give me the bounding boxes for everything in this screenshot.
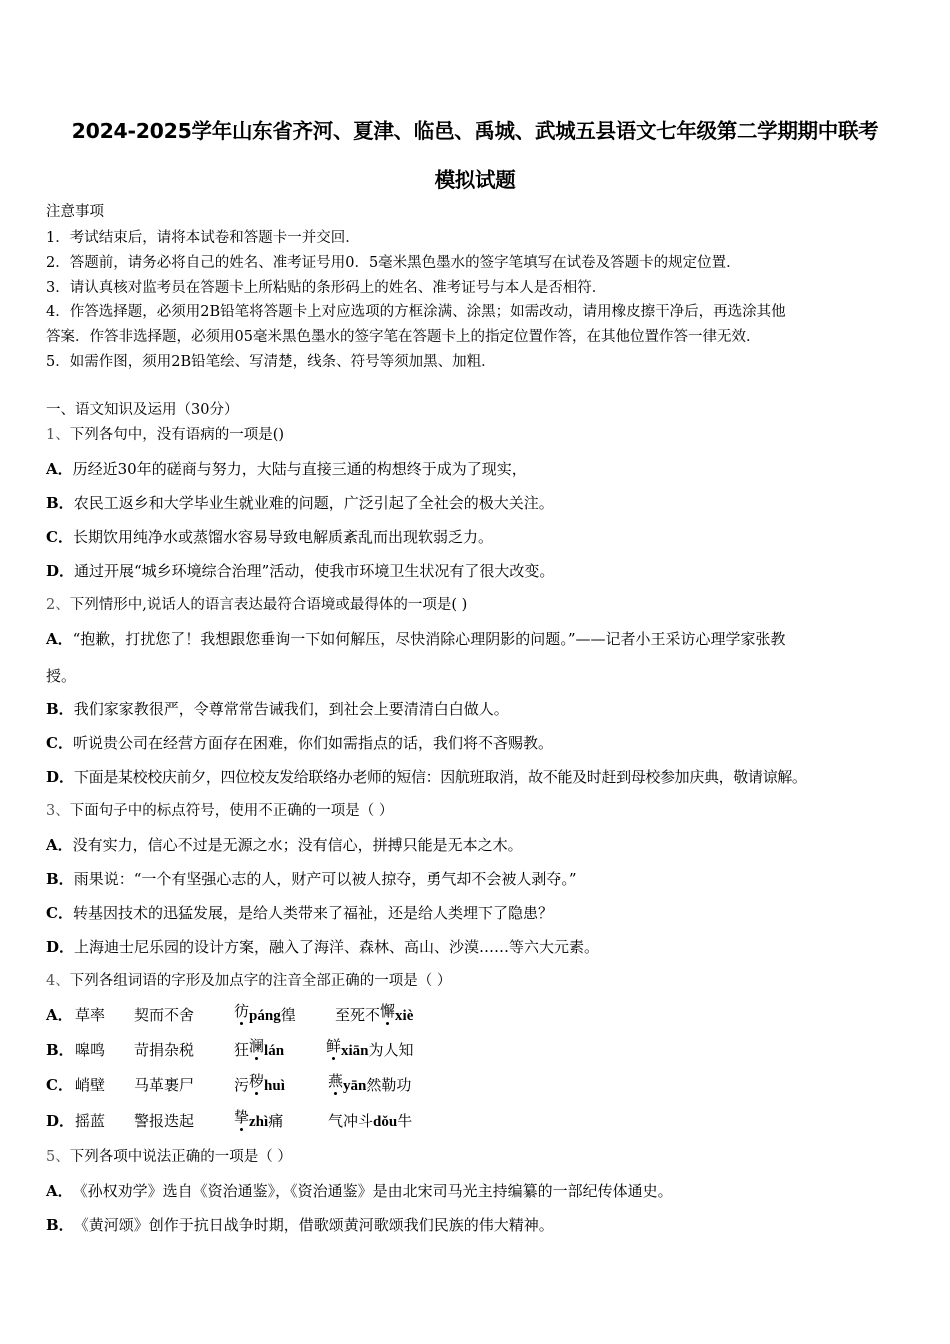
notice-heading: 注意事项 <box>46 204 104 220</box>
notice-item: 2．答题前，请务必将自己的姓名、准考证号用0．5毫米黑色墨水的签字笔填写在试卷及答题卡的规定位置． <box>46 255 741 271</box>
option-text: 下面是某校校庆前夕，四位校友发给联络办老师的短信：因航班取消，故不能及时赶到母校参加庆典，敬请谅解。 <box>74 768 807 786</box>
option-c <box>46 1072 466 1098</box>
pinyin: yān <box>343 1078 367 1094</box>
word-3 <box>234 1002 296 1025</box>
option-a <box>46 1002 466 1028</box>
option-b <box>46 1216 554 1234</box>
option-d <box>46 938 599 956</box>
pinyin: xiān <box>341 1043 369 1059</box>
notice-item: 3．请认真核对监考员在答题卡上所粘贴的条形码上的姓名、准考证号与本人是否相符． <box>46 280 607 296</box>
word-1: 摇蓝 <box>75 1112 106 1130</box>
option-label: B． <box>46 1216 74 1234</box>
option-label: A． <box>46 1182 73 1200</box>
question-text: 下列情形中,说话人的语言表达最符合语境或最得体的一项是( ) <box>69 597 468 613</box>
option-b <box>46 494 554 512</box>
option-text: 上海迪士尼乐园的设计方案，融入了海洋、森林、高山、沙漠……等六大元素。 <box>74 938 600 956</box>
option-b <box>46 1037 466 1063</box>
option-text: 雨果说：“一个有坚强心志的人，财产可以被人掠夺，勇气却不会被人剥夺。” <box>73 870 577 888</box>
question-text: 下列各句中，没有语病的一项是() <box>69 427 285 443</box>
option-text: 《孙权劝学》选自《资治通鉴》，《资治通鉴》是由北宋司马光主持编纂的一部纪传体通史。 <box>72 1182 673 1200</box>
option-text: 《黄河颂》创作于抗日战争时期，借歌颂黄河歌颂我们民族的伟大精神。 <box>73 1216 554 1234</box>
pinyin: dǒu <box>373 1114 398 1130</box>
notice-item: 5．如需作图，须用2B铅笔绘、写清楚，线条、符号等须加黑、加粗． <box>46 354 496 370</box>
option-a <box>46 836 523 854</box>
notice-item: 答案．作答非选择题，必须用05毫米黑色墨水的签字笔在答题卡上的指定位置作答，在其他位置作答一律无效． <box>46 329 761 345</box>
option-label: A． <box>46 1006 73 1024</box>
option-label: A． <box>46 630 73 648</box>
option-d <box>46 768 807 786</box>
word-3 <box>234 1108 284 1131</box>
question-5-stem <box>46 1148 292 1166</box>
word-1: 嗥鸣 <box>75 1041 106 1059</box>
option-text: 长期饮用纯净水或蒸馏水容易导致电解质紊乱而出现软弱乏力。 <box>72 528 493 546</box>
option-label: D． <box>46 768 75 786</box>
option-label: B． <box>46 700 74 718</box>
question-4-stem <box>46 972 451 990</box>
notice-item: 1．考试结束后，请将本试卷和答题卡一并交回． <box>46 230 360 246</box>
word-3 <box>234 1037 285 1060</box>
question-number: 5、 <box>46 1149 70 1165</box>
option-text: 没有实力，信心不过是无源之水；没有信心，拼搏只能是无本之木。 <box>72 836 523 854</box>
chars: 至死不 <box>335 1006 381 1024</box>
char: 狂 <box>234 1041 250 1059</box>
option-label: C． <box>46 1076 73 1094</box>
option-c <box>46 904 553 922</box>
pinyin: páng <box>249 1008 281 1024</box>
option-text: 听说贵公司在经营方面存在困难，你们如需指点的话，我们将不吝赐教。 <box>72 734 553 752</box>
dotted-char: 彷 <box>234 1002 250 1020</box>
question-text: 下列各项中说法正确的一项是（ ） <box>69 1149 292 1165</box>
option-label: C． <box>46 904 73 922</box>
option-c <box>46 528 493 546</box>
option-b <box>46 700 509 718</box>
word-2: 苛捐杂税 <box>134 1041 195 1059</box>
question-text: 下面句子中的标点符号，使用不正确的一项是（ ） <box>69 803 394 819</box>
option-label: D． <box>46 562 75 580</box>
option-label: C． <box>46 734 73 752</box>
option-text: 农民工返乡和大学毕业生就业难的问题，广泛引起了全社会的极大关注。 <box>73 494 554 512</box>
question-1-stem <box>46 426 284 444</box>
option-text: 转基因技术的迅猛发展，是给人类带来了福祉，还是给人类埋下了隐患？ <box>72 904 553 922</box>
word-4 <box>326 1037 414 1060</box>
chars: 为人知 <box>368 1041 414 1059</box>
option-d <box>46 562 554 580</box>
option-a <box>46 630 785 648</box>
question-2-stem <box>46 596 467 614</box>
word-2: 马革裹尸 <box>134 1076 195 1094</box>
option-label: B． <box>46 1041 74 1059</box>
dotted-char: 燕 <box>328 1072 344 1090</box>
option-text: 通过开展“城乡环境综合治理”活动，使我市环境卫生状况有了很大改变。 <box>74 562 555 580</box>
char: 污 <box>234 1076 250 1094</box>
option-a-continued: 授。 <box>46 667 77 685</box>
word-4 <box>335 1002 414 1025</box>
chars: 气冲斗 <box>328 1112 374 1130</box>
document-title-line-1: 2024-2025学年山东省齐河、夏津、临邑、禹城、武城五县语文七年级第二学期期中联考 <box>71 119 879 143</box>
option-c <box>46 734 553 752</box>
option-d <box>46 1108 466 1134</box>
word-4 <box>328 1072 412 1095</box>
option-a <box>46 1182 673 1200</box>
option-label: C． <box>46 528 73 546</box>
word-2: 警报迭起 <box>134 1112 195 1130</box>
word-3 <box>234 1072 285 1095</box>
word-4 <box>328 1112 412 1131</box>
pinyin: xiè <box>395 1008 414 1024</box>
question-number: 2、 <box>46 597 70 613</box>
dotted-char: 鲜 <box>326 1037 342 1055</box>
pinyin: zhì <box>249 1114 269 1130</box>
question-3-stem <box>46 802 393 820</box>
dotted-char: 澜 <box>249 1037 265 1055</box>
question-text: 下列各组词语的字形及加点字的注音全部正确的一项是（ ） <box>69 973 452 989</box>
option-label: A． <box>46 460 73 478</box>
option-text: 历经近30年的磋商与努力，大陆与直接三通的构想终于成为了现实， <box>72 460 527 478</box>
char: 痛 <box>268 1112 284 1130</box>
question-number: 4、 <box>46 973 70 989</box>
pinyin: lán <box>264 1043 285 1059</box>
dotted-char: 秽 <box>249 1072 265 1090</box>
option-label: D． <box>46 938 75 956</box>
word-1: 峭壁 <box>75 1076 106 1094</box>
question-number: 1、 <box>46 427 70 443</box>
chars: 然勒功 <box>366 1076 412 1094</box>
option-a <box>46 460 527 478</box>
section-heading: 一、语文知识及运用（30分） <box>46 402 239 418</box>
option-text: 我们家家教很严，令尊常常告诫我们，到社会上要清清白白做人。 <box>73 700 509 718</box>
option-text: “抱歉，打扰您了！我想跟您垂询一下如何解压，尽快消除心理阴影的问题。”——记者小王采访心理学家张教 <box>72 630 786 648</box>
notice-item: 4．作答选择题，必须用2B铅笔将答题卡上对应选项的方框涂满、涂黑；如需改动，请用橡皮擦干净后，再选涂其他 <box>46 304 786 320</box>
question-number: 3、 <box>46 803 70 819</box>
char: 徨 <box>280 1006 296 1024</box>
word-1: 草率 <box>75 1006 106 1024</box>
option-label: B． <box>46 494 74 512</box>
option-b <box>46 870 577 888</box>
option-label: B． <box>46 870 74 888</box>
chars: 牛 <box>397 1112 413 1130</box>
dotted-char: 挚 <box>234 1108 250 1126</box>
document-title-line-2: 模拟试题 <box>434 168 516 192</box>
pinyin: huì <box>264 1078 285 1094</box>
word-2: 契而不舍 <box>134 1006 195 1024</box>
option-label: A． <box>46 836 73 854</box>
dotted-char: 懈 <box>380 1002 396 1020</box>
option-label: D． <box>46 1112 75 1130</box>
